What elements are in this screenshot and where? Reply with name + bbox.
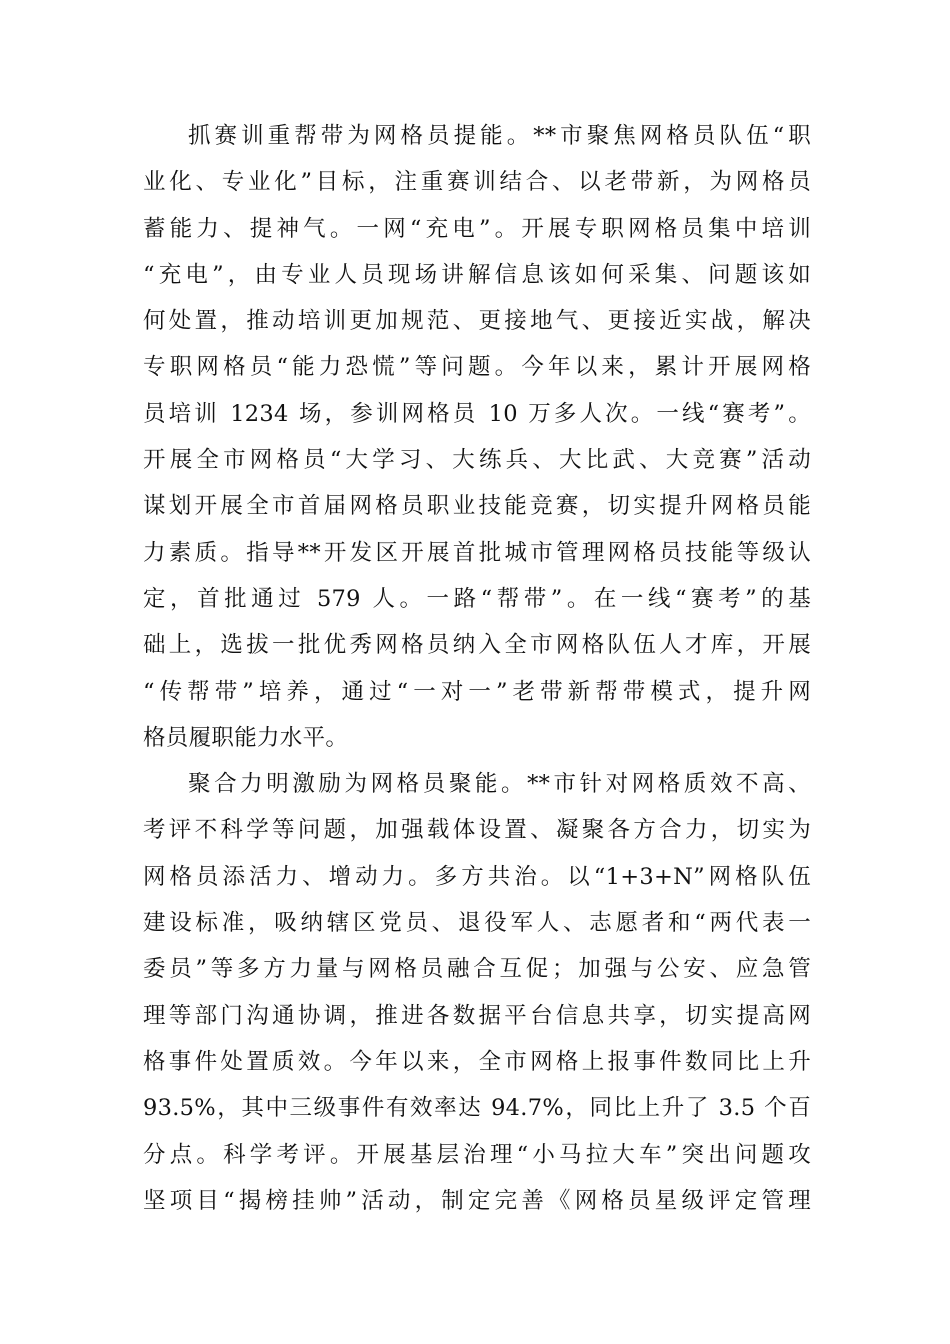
paragraph-line: 格员履职能力水平。 [143, 724, 349, 751]
paragraph-line: 开展全市网格员“大学习、大练兵、大比武、大竞赛”活动 [143, 447, 811, 474]
paragraph-line: 谋划开展全市首届网格员职业技能竞赛，切实提升网格员能 [143, 493, 811, 520]
paragraph-line: 定，首批通过 579 人。一路“帮带”。在一线“赛考”的基 [143, 585, 811, 612]
paragraph-line: 抓赛训重帮带为网格员提能。**市聚焦网格员队伍“职 [188, 123, 811, 149]
paragraph-line: 员培训 1234 场，参训网格员 10 万多人次。一线“赛考”。 [143, 400, 811, 427]
paragraph-line: 93.5%，其中三级事件有效率达 94.7%，同比上升了 3.5 个百 [143, 1095, 811, 1122]
paragraph-line: 蓄能力、提神气。一网“充电”。开展专职网格员集中培训 [143, 215, 811, 242]
paragraph-line: “充电”，由专业人员现场讲解信息该如何采集、问题该如 [143, 261, 811, 288]
paragraph-line: 网格员添活力、增动力。多方共治。以“1+3+N”网格队伍 [143, 863, 811, 890]
paragraph-training [143, 113, 811, 761]
paragraph-line: 委员”等多方力量与网格员融合互促；加强与公安、应急管 [143, 956, 811, 983]
paragraph-line: 考评不科学等问题，加强载体设置、凝聚各方合力，切实为 [143, 817, 811, 844]
paragraph-line: 聚合力明激励为网格员聚能。**市针对网格质效不高、 [188, 771, 811, 798]
document-body [143, 113, 811, 1224]
paragraph-line: 业化、专业化”目标，注重赛训结合、以老带新，为网格员 [143, 169, 811, 196]
paragraph-line: 分点。科学考评。开展基层治理“小马拉大车”突出问题攻 [143, 1141, 811, 1168]
paragraph-line: 力素质。指导**开发区开展首批城市管理网格员技能等级认 [143, 539, 811, 566]
paragraph-line: 础上，选拔一批优秀网格员纳入全市网格队伍人才库，开展 [143, 632, 811, 659]
paragraph-line: 理等部门沟通协调，推进各数据平台信息共享，切实提高网 [143, 1002, 811, 1029]
paragraph-line: “传帮带”培养，通过“一对一”老带新帮带模式，提升网 [143, 678, 811, 705]
paragraph-incentive [143, 761, 811, 1224]
paragraph-line: 何处置，推动培训更加规范、更接地气、更接近实战，解决 [143, 308, 811, 335]
paragraph-line: 建设标准，吸纳辖区党员、退役军人、志愿者和“两代表一 [143, 910, 811, 937]
paragraph-line: 坚项目“揭榜挂帅”活动，制定完善《网格员星级评定管理 [143, 1187, 811, 1214]
paragraph-line: 专职网格员“能力恐慌”等问题。今年以来，累计开展网格 [143, 354, 811, 381]
paragraph-line: 格事件处置质效。今年以来，全市网格上报事件数同比上升 [143, 1048, 811, 1075]
